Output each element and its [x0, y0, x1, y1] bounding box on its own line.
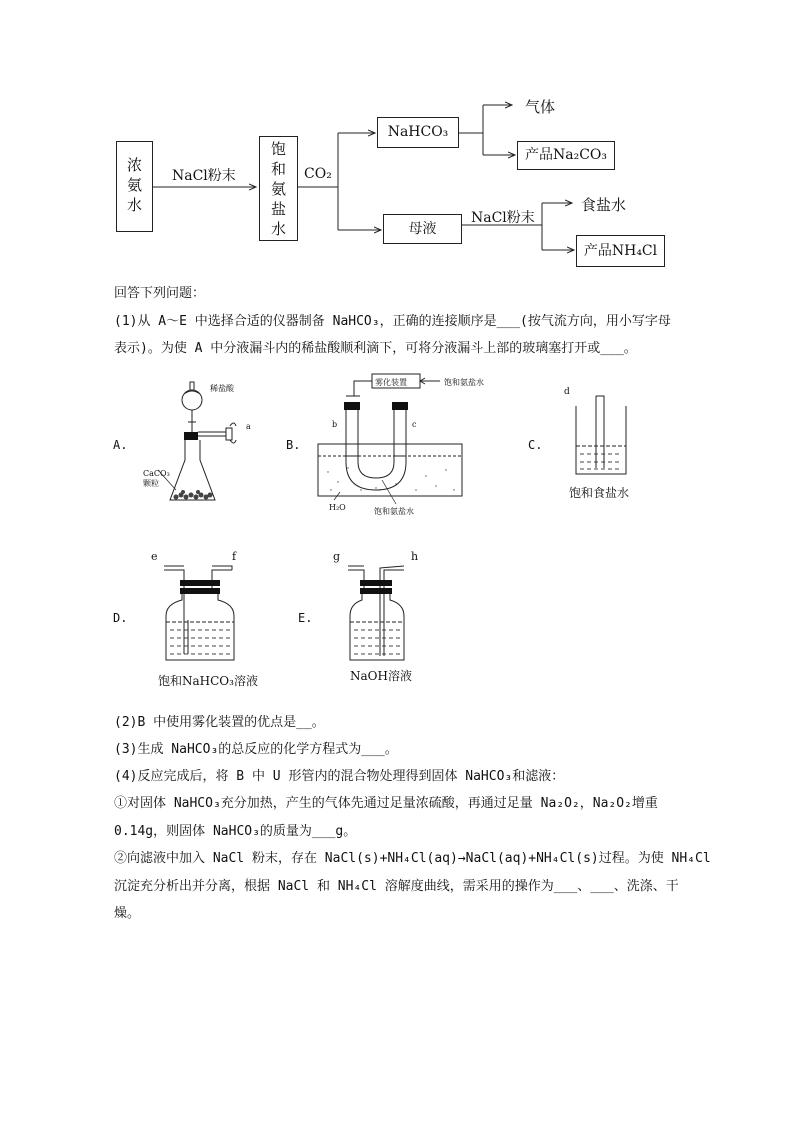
question-4-1-line-2: 0.14g，则固体 NaHCO₃的质量为___g。 [114, 824, 357, 839]
flow-nahco3-text: NaHCO₃ [387, 124, 449, 140]
question-3: (3)生成 NaHCO₃的总反应的化学方程式为___。 [114, 742, 398, 757]
apparatus-d-port-f: f [232, 550, 237, 563]
apparatus-a-solid-label: CaCO₃ 颗粒 [143, 469, 170, 488]
flow-label-nacl-2: NaCl粉末 [471, 210, 535, 226]
flow-ammonia-text: 浓 氨 水 [126, 156, 142, 214]
flow-box-nahco3 [377, 117, 459, 148]
question-4: (4)反应完成后，将 B 中 U 形管内的混合物处理得到固体 NaHCO₃和滤液： [114, 769, 565, 784]
flow-box-mother-liquor [383, 214, 462, 244]
apparatus-d-bottle [160, 556, 250, 671]
apparatus-b-feed: 饱和氨盐水 [444, 378, 484, 387]
apparatus-b-port-c: c [412, 420, 417, 429]
flow-box-na2co3 [517, 141, 615, 170]
question-4-2-line-3: 燥。 [114, 906, 141, 921]
question-4-2-line-2: 沉淀充分析出并分离，根据 NaCl 和 NH₄Cl 溶解度曲线，需采用的操作为___、___、洗涤、干 [114, 879, 679, 894]
flow-na2co3-text: 产品Na₂CO₃ [524, 147, 607, 163]
flow-salt-water-text: 食盐水 [581, 196, 627, 214]
apparatus-e-bottle [340, 556, 420, 671]
apparatus-c-caption: 饱和食盐水 [569, 486, 630, 500]
apparatus-b-label: B. [286, 438, 301, 452]
apparatus-b-port-b: b [332, 420, 338, 429]
apparatus-d-label: D. [113, 611, 128, 625]
flow-nh4cl-text: 产品NH₄Cl [583, 243, 658, 259]
apparatus-b-water: H₂O [329, 503, 346, 512]
apparatus-d-port-e: e [151, 550, 158, 563]
flow-label-co2: CO₂ [304, 166, 332, 182]
apparatus-a-port-a: a [246, 422, 251, 431]
question-1-line-2: 表示)。为使 A 中分液漏斗内的稀盐酸顺利滴下，可将分液漏斗上部的玻璃塞打开或___。 [114, 341, 637, 356]
apparatus-a-acid-label: 稀盐酸 [210, 384, 234, 393]
apparatus-c-label: C. [528, 438, 543, 452]
apparatus-b-atomizer: 雾化装置 [375, 378, 407, 387]
flow-saturated-text: 饱 和 氨 盐 水 [270, 140, 286, 238]
apparatus-c-port-d: d [564, 387, 570, 397]
flow-mother-liquor-text: 母液 [408, 221, 437, 237]
flow-box-saturated [259, 136, 298, 241]
question-4-1-line-1: ①对固体 NaHCO₃充分加热，产生的气体先通过足量浓硫酸，再通过足量 Na₂O₂，Na₂O₂增重 [114, 796, 658, 811]
question-1-line-1: (1)从 A～E 中选择合适的仪器制备 NaHCO₃，正确的连接顺序是___(按气流方向，用小写字母 [114, 314, 671, 329]
apparatus-e-port-g: g [333, 550, 341, 563]
question-2: (2)B 中使用雾化装置的优点是__。 [114, 715, 325, 730]
apparatus-d-caption: 饱和NaHCO₃溶液 [158, 674, 258, 688]
apparatus-e-port-h: h [411, 550, 419, 563]
apparatus-e-caption: NaOH溶液 [350, 669, 412, 683]
question-4-2-line-1: ②向滤液中加入 NaCl 粉末，存在 NaCl(s)+NH₄Cl(aq)→NaCl(aq)+NH₄Cl(s)过程。为使 NH₄Cl [114, 851, 711, 866]
apparatus-b-utube [316, 372, 466, 512]
flow-label-nacl-1: NaCl粉末 [172, 168, 236, 184]
flow-gas-text: 气体 [525, 98, 556, 116]
flow-box-nh4cl [576, 235, 665, 267]
apparatus-e-label: E. [298, 611, 313, 625]
flow-box-ammonia [116, 141, 153, 232]
intro-text: 回答下列问题： [114, 286, 206, 301]
apparatus-c-beaker [570, 388, 640, 483]
apparatus-a-label: A. [113, 438, 128, 452]
apparatus-b-inside: 饱和氨盐水 [374, 507, 414, 516]
